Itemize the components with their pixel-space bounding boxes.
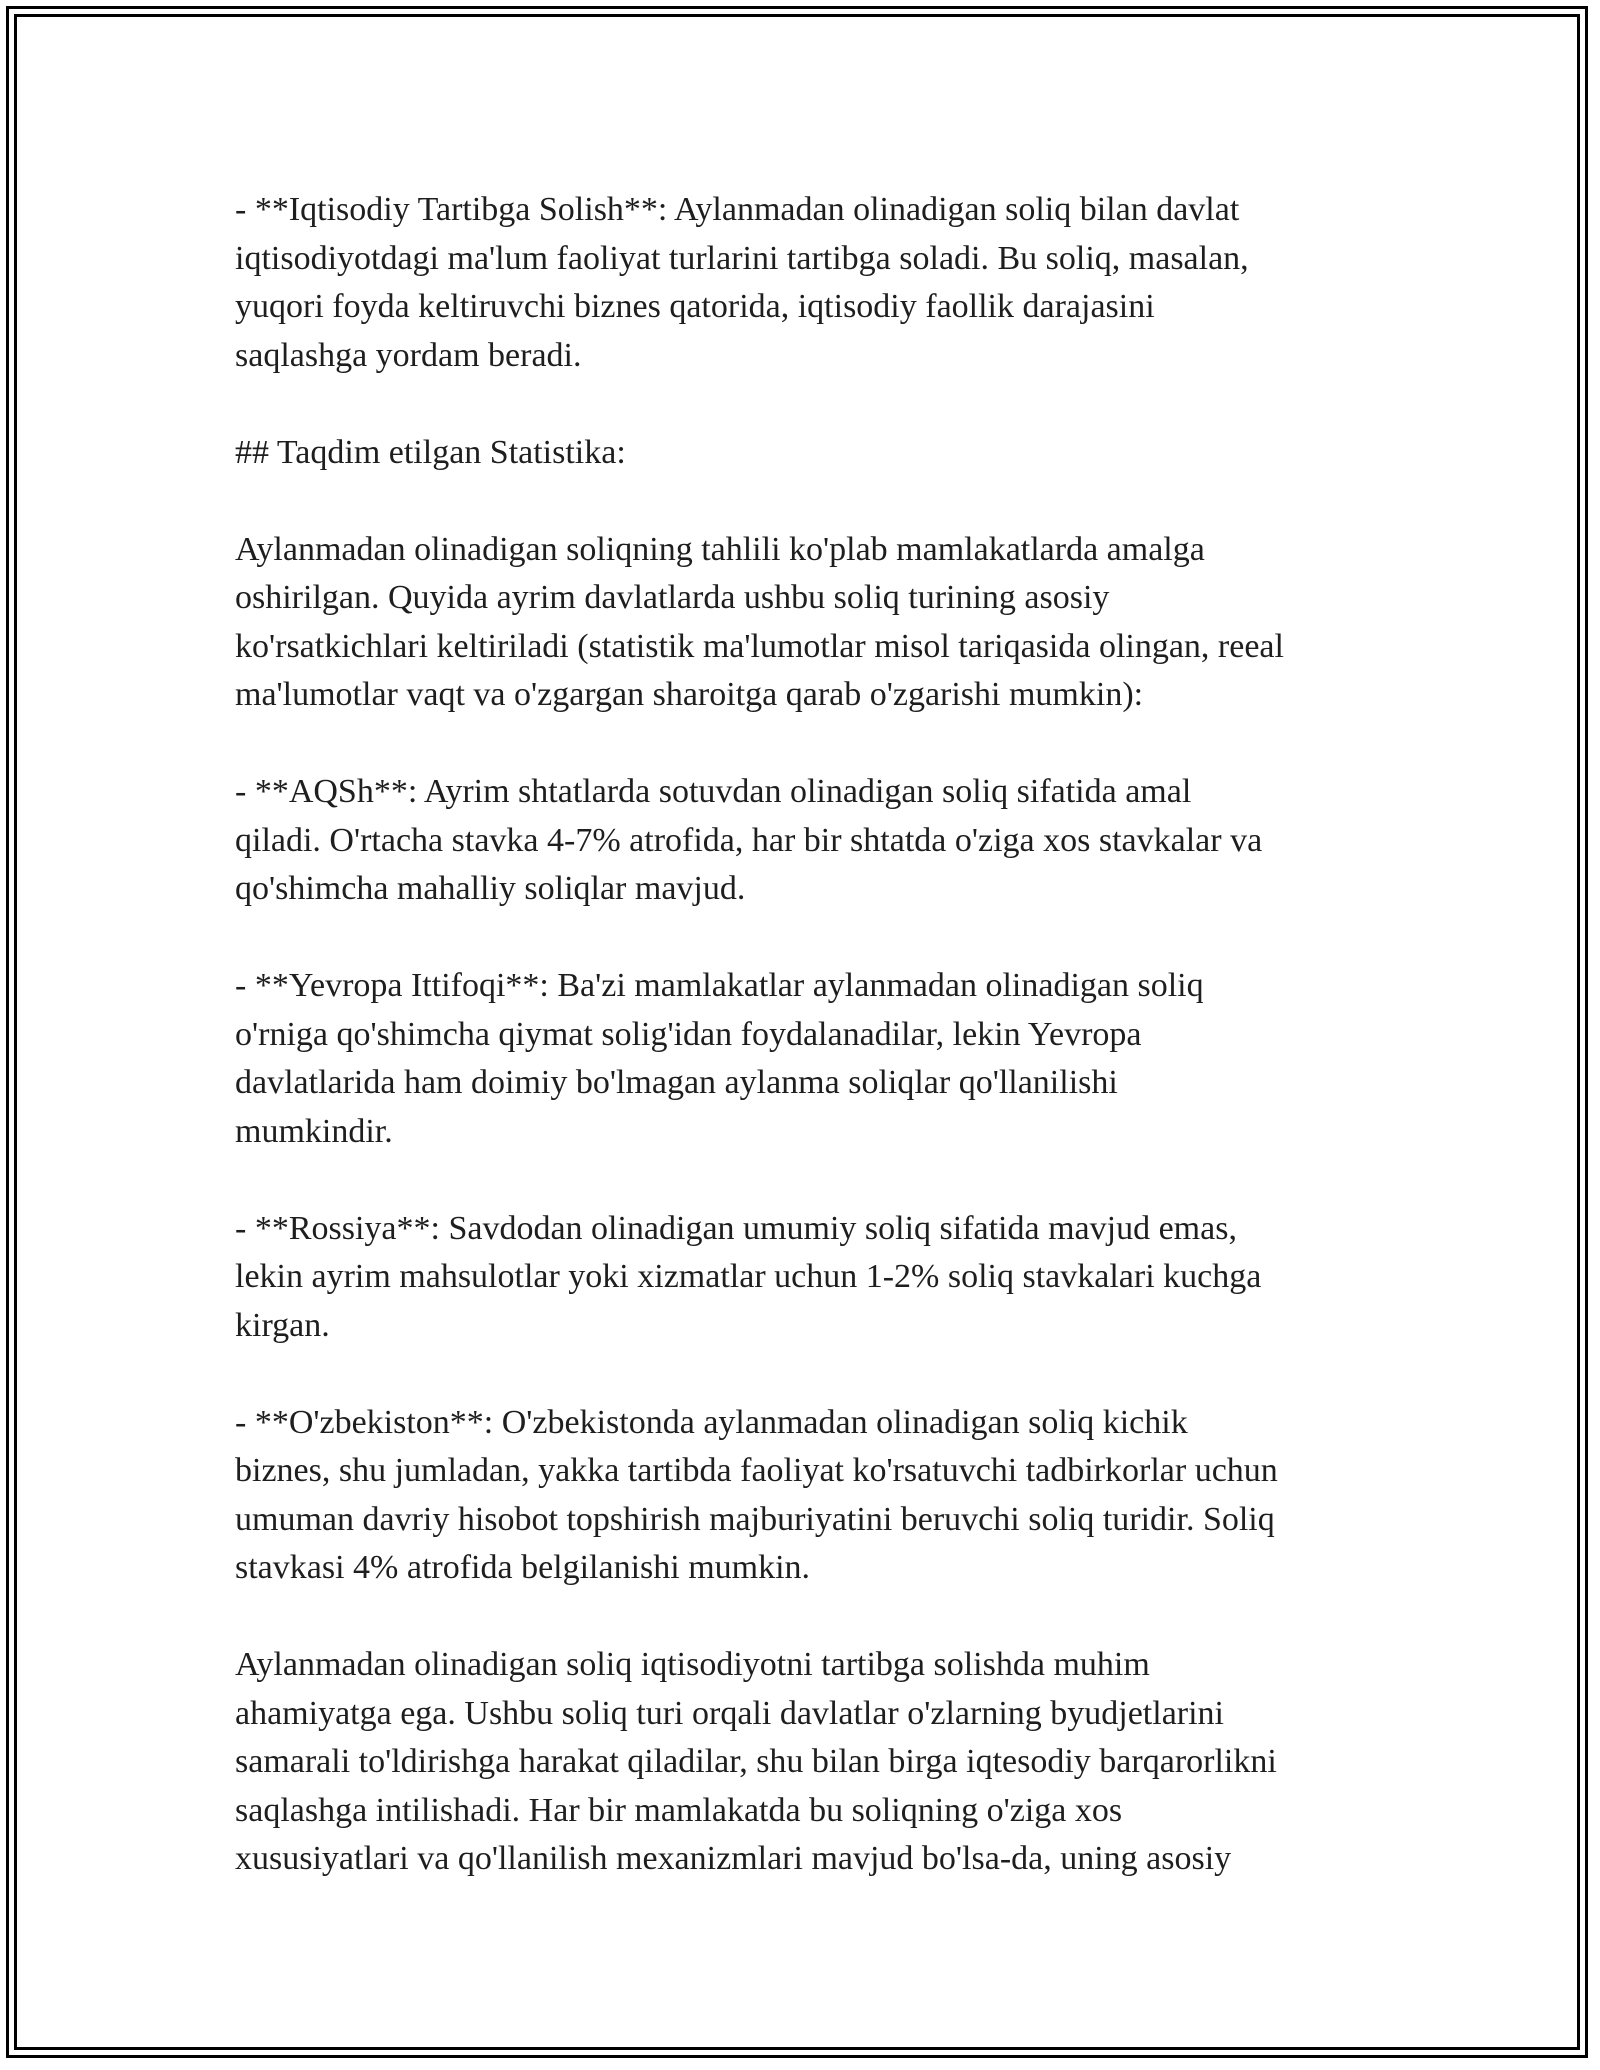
bullet-aqsh: - **AQSh**: Ayrim shtatlarda sotuvdan olinadigan soliq sifatida amal qiladi. O'rtacha stavka 4-7% atrofida, har bir shtatda o'ziga xos stavkalar va qo'shimcha mahalliy soliqlar mavjud. <box>235 773 1263 907</box>
bullet-rossiya: - **Rossiya**: Savdodan olinadigan umumiy soliq sifatida mavjud emas, lekin ayrim mahsulotlar yoki xizmatlar uchun 1-2% soliq stavkalari kuchga kirgan. <box>235 1209 1262 1344</box>
intro-paragraph: Aylanmadan olinadigan soliqning tahlili ko'plab mamlakatlarda amalga oshirilgan. Quyida ayrim davlatlarda ushbu soliq turining asosiy ko'rsatkichlari keltiriladi (statistik ma'lumotlar misol tariqasida olingan, reeal ma'lumotlar vaqt va o'zgargan sharoitga qarab o'zgarishi mumkin): <box>235 530 1284 713</box>
section-heading-statistika: ## Taqdim etilgan Statistika: <box>235 433 626 471</box>
bullet-ozbekiston: - **O'zbekiston**: O'zbekistonda aylanmadan olinadigan soliq kichik biznes, shu jumladan, yakka tartibda faoliyat ko'rsatuvchi tadbirkorlar uchun umuman davriy hisobot topshirish majburiyatini beruvchi soliq turidir. Soliq stavkasi 4% atrofida belgilanishi mumkin. <box>235 1403 1278 1586</box>
bullet-yevropa-ittifoqi: - **Yevropa Ittifoqi**: Ba'zi mamlakatlar aylanmadan olinadigan soliq o'rniga qo'shimcha qiymat solig'idan foydalanadilar, lekin Yevropa davlatlarida ham doimiy bo'lmagan aylanma soliqlar qo'llanilishi mumkindir. <box>235 967 1204 1150</box>
conclusion-paragraph: Aylanmadan olinadigan soliq iqtisodiyotni tartibga solishda muhim ahamiyatga ega. Ushbu soliq turi orqali davlatlar o'zlarning byudjetlarini samarali to'ldirishga harakat qiladilar, shu bilan birga iqtesodiy barqarorlikni saqlashga intilishadi. Har bir mamlakatda bu soliqning o'ziga xos xususiyatlari va qo'llanilish mexanizmlari mavjud bo'lsa-da, uning asosiy <box>235 1646 1277 1877</box>
bullet-iqtisodiy-tartibga-solish: - **Iqtisodiy Tartibga Solish**: Aylanmadan olinadigan soliq bilan davlat iqtisodiyotdagi ma'lum faoliyat turlarini tartibga soladi. Bu soliq, masalan, yuqori foyda keltiruvchi biznes qatorida, iqtisodiy faollik darajasini saqlashga yordam beradi. <box>235 191 1249 374</box>
document-body <box>235 186 1370 1884</box>
